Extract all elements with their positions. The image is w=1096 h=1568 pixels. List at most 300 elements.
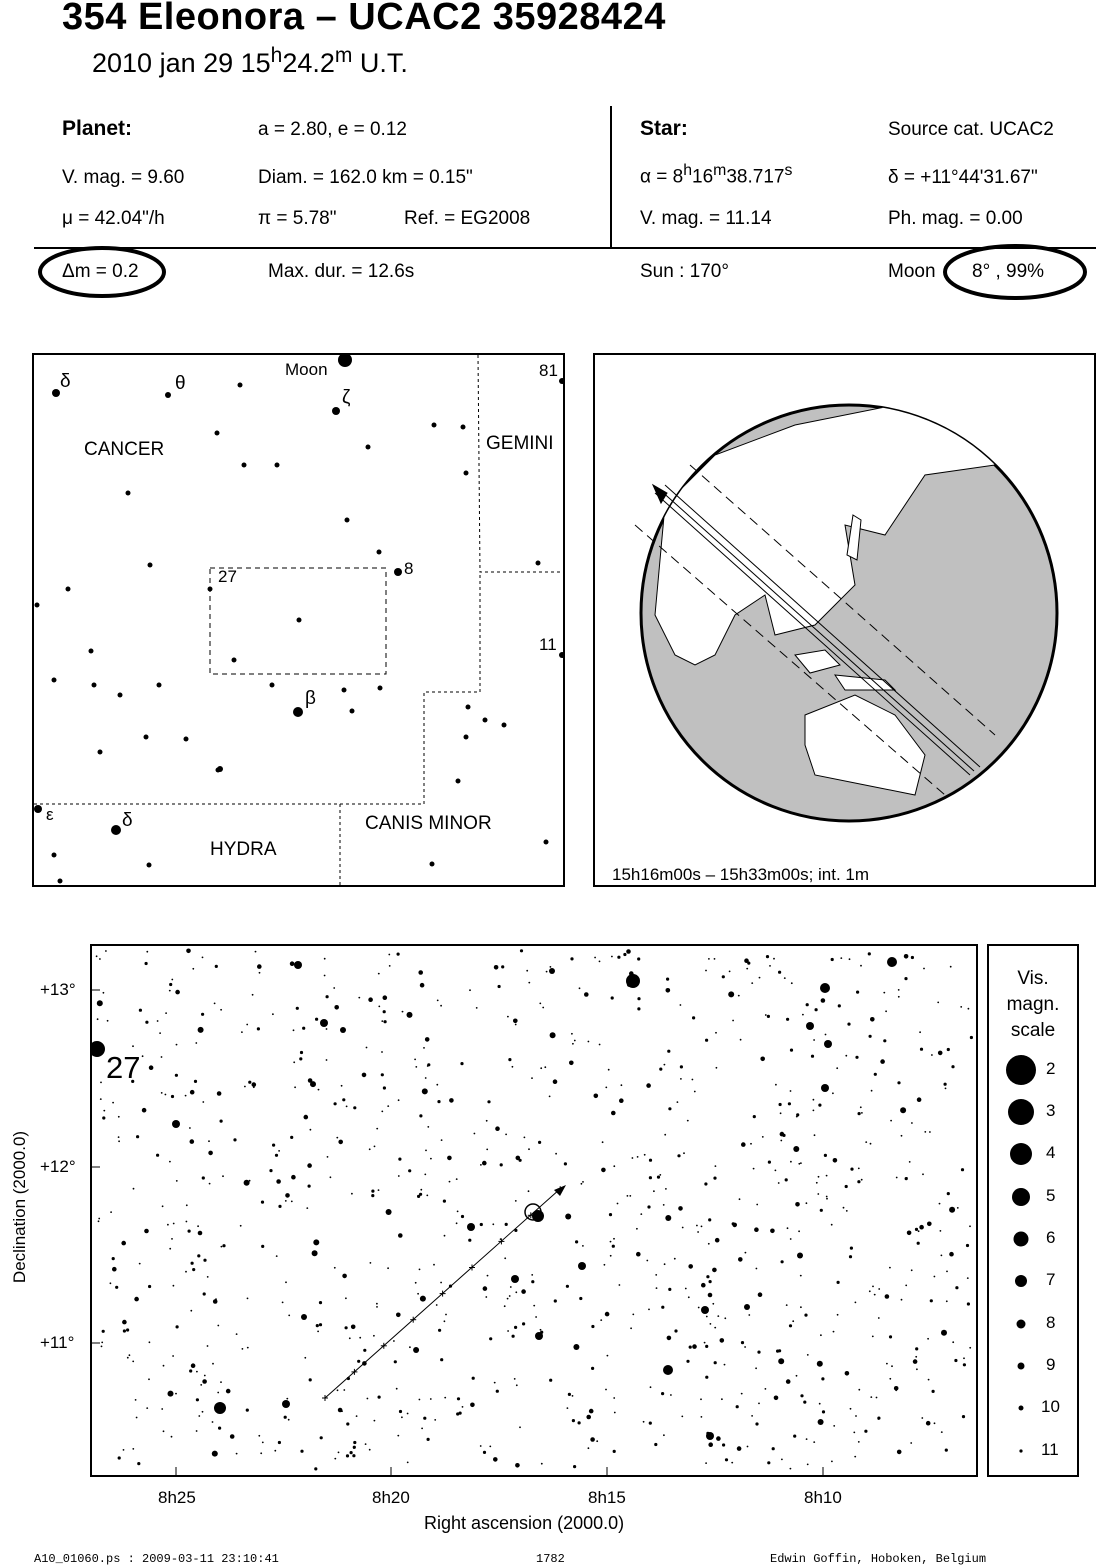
- field-star: [878, 1418, 880, 1420]
- field-star: [514, 1326, 517, 1329]
- field-star: [786, 1379, 791, 1384]
- field-star: [712, 1268, 717, 1273]
- label-beta: β: [305, 688, 316, 709]
- field-star: [741, 1393, 743, 1395]
- field-star: [845, 1055, 847, 1057]
- field-star: [288, 1419, 290, 1421]
- field-star: [494, 1382, 496, 1384]
- field-star: [310, 1081, 316, 1087]
- target-star: [532, 1210, 544, 1222]
- star-vmag: V. mag. = 11.14: [640, 208, 772, 229]
- field-star: [476, 1007, 478, 1009]
- field-star: [613, 1450, 616, 1453]
- field-star: [381, 1073, 384, 1076]
- field-star: [161, 1408, 163, 1410]
- field-star: [712, 1303, 714, 1305]
- field-star: [629, 971, 634, 976]
- field-star: [756, 1268, 758, 1270]
- field-star: [444, 1235, 446, 1237]
- field-star: [917, 1242, 920, 1245]
- field-star: [751, 1415, 753, 1417]
- border-hydra: [34, 572, 480, 804]
- field-star: [648, 1309, 650, 1311]
- magnitude-scale: [987, 944, 1079, 1477]
- footer-file: A10_01060.ps : 2009-03-11 23:10:41: [34, 1552, 279, 1566]
- field-star: [589, 1409, 594, 1414]
- field-star: [214, 1003, 216, 1005]
- field-star: [378, 1396, 381, 1399]
- field-star: [326, 1059, 328, 1061]
- field-star: [860, 1106, 862, 1108]
- field-star: [434, 1419, 436, 1421]
- constellation-map: [32, 353, 565, 887]
- field-star: [346, 1106, 348, 1108]
- field-star: [284, 1416, 287, 1419]
- field-star: [855, 1415, 857, 1417]
- field-star: [605, 1389, 607, 1391]
- path-direction-arrow: [653, 485, 667, 503]
- field-star: [744, 1346, 746, 1348]
- field-star: [445, 1314, 447, 1316]
- field-star: [796, 1113, 799, 1116]
- field-star: [850, 1168, 853, 1171]
- field-star: [874, 1294, 876, 1296]
- field-star-bright: [301, 1314, 307, 1320]
- constellation-star: [52, 389, 60, 397]
- field-star: [99, 958, 101, 960]
- field-star: [275, 1154, 278, 1157]
- field-star: [255, 951, 257, 953]
- field-star: [520, 949, 523, 952]
- field-star: [897, 1450, 902, 1455]
- field-star: [826, 1175, 828, 1177]
- field-star: [378, 1189, 380, 1191]
- field-star: [604, 1264, 606, 1266]
- field-star: [220, 1009, 222, 1011]
- constellation-star: [52, 853, 57, 858]
- field-star: [692, 1344, 697, 1349]
- field-star: [456, 1412, 459, 1415]
- field-star: [272, 1013, 274, 1015]
- field-star: [674, 1329, 677, 1332]
- field-star: [102, 1330, 105, 1333]
- field-star: [961, 1168, 964, 1171]
- field-star: [378, 1006, 380, 1008]
- field-star: [286, 1398, 288, 1400]
- constellation-star: [430, 862, 435, 867]
- field-star: [538, 1141, 541, 1144]
- field-star: [716, 1067, 718, 1069]
- field-star: [746, 968, 748, 970]
- field-star: [816, 1182, 818, 1184]
- field-star: [507, 1330, 509, 1332]
- field-star: [241, 1031, 243, 1033]
- field-star: [836, 1067, 838, 1069]
- field-star: [500, 1163, 503, 1166]
- field-star: [779, 1103, 782, 1106]
- field-star: [244, 1180, 250, 1186]
- field-star: [803, 1401, 806, 1404]
- field-star: [821, 1377, 824, 1380]
- field-star: [966, 1244, 969, 1247]
- field-star: [346, 1454, 349, 1457]
- constellation-star: [394, 568, 402, 576]
- field-star: [531, 1274, 533, 1276]
- constellation-star: [332, 407, 340, 415]
- field-star: [613, 1238, 615, 1240]
- field-star-bright: [340, 1027, 346, 1033]
- field-star: [963, 1363, 966, 1366]
- field-star: [911, 1122, 913, 1124]
- constellation-star: [52, 678, 57, 683]
- field-star: [212, 1363, 214, 1365]
- field-star: [112, 1102, 114, 1104]
- field-star: [519, 1426, 521, 1428]
- field-star: [112, 1267, 117, 1272]
- field-star: [222, 1244, 225, 1247]
- field-star: [685, 1288, 687, 1290]
- field-star: [334, 1458, 336, 1460]
- field-star: [126, 1328, 129, 1331]
- field-star: [738, 1257, 743, 1262]
- field-star: [190, 1139, 195, 1144]
- field-star: [636, 1228, 638, 1230]
- field-star: [649, 1159, 652, 1162]
- field-star: [898, 989, 900, 991]
- field-star: [482, 1161, 487, 1166]
- field-star: [383, 1010, 386, 1013]
- field-star: [650, 1386, 652, 1388]
- field-star: [878, 1288, 880, 1290]
- dm-ellipse: [40, 248, 164, 296]
- field-star: [345, 1326, 348, 1329]
- field-star: [358, 997, 360, 999]
- field-star: [338, 1452, 340, 1454]
- constellation-star: [270, 683, 275, 688]
- field-star-bright: [806, 1022, 814, 1030]
- label-zeta: ζ: [342, 387, 351, 408]
- field-star: [758, 1403, 760, 1405]
- field-star: [381, 1051, 383, 1053]
- field-star: [627, 982, 632, 987]
- field-star: [318, 1089, 320, 1091]
- field-star: [195, 1042, 197, 1044]
- constellation-star: [238, 383, 243, 388]
- field-star: [955, 1286, 958, 1289]
- constellation-star: [58, 879, 63, 884]
- globe-panel: [593, 353, 1096, 887]
- field-star: [397, 1435, 399, 1437]
- field-star: [937, 1002, 939, 1004]
- field-star: [822, 1410, 825, 1413]
- field-star: [373, 1335, 375, 1337]
- field-star: [613, 1397, 615, 1399]
- field-star: [515, 1291, 517, 1293]
- field-star: [123, 1329, 126, 1332]
- field-star: [146, 1407, 148, 1409]
- constellation-svg: [34, 355, 563, 885]
- field-star: [904, 954, 909, 959]
- field-star: [630, 1327, 632, 1329]
- field-star: [745, 1252, 747, 1254]
- field-star: [582, 1181, 584, 1183]
- field-star: [175, 1074, 178, 1077]
- field-star: [422, 1088, 428, 1094]
- field-star: [724, 1364, 726, 1366]
- field-star: [659, 1068, 662, 1071]
- field-star: [689, 1346, 692, 1349]
- field-star: [493, 1457, 498, 1462]
- field-star: [324, 975, 326, 977]
- field-star: [688, 1296, 690, 1298]
- field-star: [968, 1008, 970, 1010]
- field-star: [569, 1061, 574, 1066]
- field-star: [285, 1281, 287, 1283]
- field-star: [855, 1056, 858, 1059]
- field-star: [688, 1264, 693, 1269]
- field-star: [825, 1034, 827, 1036]
- mag-dot-2: [1006, 1055, 1036, 1085]
- field-star: [456, 1222, 458, 1224]
- field-star: [843, 1207, 845, 1209]
- field-star: [701, 1416, 703, 1418]
- field-star: [941, 1330, 947, 1336]
- field-star: [414, 1059, 416, 1061]
- field-star: [929, 1131, 931, 1133]
- field-star: [668, 1107, 671, 1110]
- field-star: [770, 1229, 775, 1234]
- field-star: [132, 1361, 134, 1363]
- field-star: [310, 1129, 312, 1131]
- field-star: [190, 1090, 195, 1095]
- field-star: [661, 1306, 664, 1309]
- field-star: [710, 1323, 712, 1325]
- mag-dot-9: [1018, 1363, 1025, 1370]
- field-star: [244, 1086, 246, 1088]
- field-star: [320, 1436, 323, 1439]
- field-star: [686, 1360, 689, 1363]
- field-star: [350, 1451, 353, 1454]
- field-star: [855, 1302, 857, 1304]
- minute-unit: m: [334, 44, 353, 67]
- field-star: [501, 965, 504, 968]
- field-star: [549, 1096, 551, 1098]
- field-star: [717, 1315, 719, 1317]
- field-star: [564, 1162, 567, 1165]
- field-star: [885, 1294, 890, 1299]
- constellation-star: [297, 618, 302, 623]
- field-star: [760, 1057, 765, 1062]
- field-star: [407, 1413, 409, 1415]
- field-star: [720, 1338, 725, 1343]
- field-star: [725, 1458, 728, 1461]
- field-star: [118, 1456, 121, 1459]
- field-star: [708, 1442, 713, 1447]
- field-star: [317, 1331, 319, 1333]
- field-star: [393, 1340, 395, 1342]
- field-star: [252, 994, 254, 996]
- constellation-star: [98, 750, 103, 755]
- field-star: [874, 1073, 877, 1076]
- constellation-star: [34, 805, 42, 813]
- field-star: [570, 957, 573, 960]
- field-star: [384, 1020, 387, 1023]
- field-star: [346, 1422, 349, 1425]
- field-star: [655, 1274, 657, 1276]
- field-star: [721, 1398, 723, 1400]
- field-star: [526, 970, 528, 972]
- label-delta-hya: δ: [122, 810, 133, 831]
- field-star: [468, 1239, 471, 1242]
- field-star: [236, 1333, 238, 1335]
- field-star: [345, 1297, 347, 1299]
- field-star: [945, 1088, 947, 1090]
- star-delta: δ = +11°44'31.67": [888, 167, 1038, 188]
- constellation-star: [461, 425, 466, 430]
- field-star: [778, 1182, 780, 1184]
- field-star: [425, 1077, 427, 1079]
- field-star: [850, 1247, 853, 1250]
- field-star: [496, 1390, 499, 1393]
- field-star: [546, 971, 548, 973]
- field-star: [456, 1178, 458, 1180]
- constellation-star: [148, 563, 153, 568]
- field-star: [319, 1323, 322, 1326]
- field-star: [753, 1115, 756, 1118]
- field-star: [845, 1371, 850, 1376]
- field-star: [594, 1094, 599, 1099]
- constellation-star: [35, 603, 40, 608]
- alpha-prefix: α = 8: [640, 166, 684, 188]
- field-star: [357, 1360, 360, 1363]
- field-star: [767, 1015, 770, 1018]
- field-star-bright: [824, 1040, 832, 1048]
- constellation-star: [157, 683, 162, 688]
- field-star: [818, 1176, 820, 1178]
- field-star: [740, 1039, 742, 1041]
- field-star: [664, 1064, 666, 1066]
- field-star: [145, 1021, 148, 1024]
- field-star: [578, 1421, 581, 1424]
- field-star: [203, 1259, 206, 1262]
- field-star: [845, 1185, 848, 1188]
- field-star: [512, 1066, 514, 1068]
- field-star: [670, 1394, 672, 1396]
- field-star: [923, 968, 925, 970]
- field-star: [518, 1464, 520, 1466]
- field-star: [326, 995, 329, 998]
- field-star: [171, 979, 173, 981]
- field-star: [708, 958, 710, 960]
- field-star: [278, 1150, 280, 1152]
- field-star: [599, 1044, 601, 1046]
- field-star: [333, 987, 335, 989]
- field-star: [946, 1300, 948, 1302]
- field-star: [440, 1358, 443, 1361]
- field-star: [513, 1019, 518, 1024]
- label-epsilon: ε: [46, 805, 54, 824]
- constellation-star: [215, 431, 220, 436]
- field-star: [837, 1281, 840, 1284]
- field-star: [449, 1098, 454, 1103]
- field-star: [366, 1047, 368, 1049]
- field-star: [732, 1223, 737, 1228]
- field-star: [353, 1441, 356, 1444]
- field-star: [276, 1179, 281, 1184]
- field-star: [623, 953, 626, 956]
- field-star: [663, 1434, 665, 1436]
- field-star: [215, 965, 218, 968]
- field-star: [212, 1451, 218, 1457]
- field-star: [789, 1324, 792, 1327]
- field-star: [705, 1462, 707, 1464]
- field-star: [420, 983, 425, 988]
- field-star: [353, 1106, 356, 1109]
- mag-dot-11: [1019, 1449, 1022, 1452]
- field-star: [544, 1066, 546, 1068]
- field-star: [294, 1086, 296, 1088]
- field-star: [755, 1422, 758, 1425]
- field-star: [176, 1180, 178, 1182]
- field-star: [573, 1465, 576, 1468]
- field-star: [927, 1222, 932, 1227]
- field-star: [706, 1432, 709, 1435]
- field-star: [515, 1024, 517, 1026]
- field-star: [507, 1298, 509, 1300]
- field-star: [162, 1205, 164, 1207]
- field-star: [242, 1348, 244, 1350]
- field-star: [316, 1324, 319, 1327]
- field-star: [738, 995, 740, 997]
- field-star: [342, 1098, 345, 1101]
- field-star: [901, 1135, 903, 1137]
- field-star: [714, 1361, 717, 1364]
- field-star: [188, 1230, 191, 1233]
- field-star: [820, 1209, 823, 1212]
- time-suffix: U.T.: [352, 48, 408, 78]
- field-star: [101, 1342, 103, 1344]
- field-star: [891, 1365, 893, 1367]
- field-star: [483, 1286, 488, 1291]
- field-star: [661, 1392, 664, 1395]
- planet-pi: π = 5.78": [258, 208, 337, 229]
- field-star: [349, 1337, 351, 1339]
- field-star: [189, 1369, 192, 1372]
- field-star: [838, 1004, 841, 1007]
- field-star: [815, 1008, 818, 1011]
- field-star: [610, 1255, 612, 1257]
- field-star: [680, 1065, 683, 1068]
- field-star: [713, 1177, 716, 1180]
- field-star: [319, 1301, 322, 1304]
- constellation-star: [232, 658, 237, 663]
- field-star: [654, 1443, 657, 1446]
- field-star: [376, 1306, 378, 1308]
- field-star: [115, 1286, 118, 1289]
- field-star: [515, 1200, 517, 1202]
- field-star: [629, 1195, 631, 1197]
- field-star: [849, 958, 851, 960]
- field-star: [602, 1141, 604, 1143]
- field-star: [136, 1135, 139, 1138]
- label-moon: Moon: [285, 360, 328, 379]
- field-star: [541, 1463, 543, 1465]
- field-star: [304, 1115, 309, 1120]
- field-star: [755, 1367, 757, 1369]
- field-star: [293, 1029, 295, 1031]
- field-star: [449, 1181, 451, 1183]
- field-star: [573, 1344, 579, 1350]
